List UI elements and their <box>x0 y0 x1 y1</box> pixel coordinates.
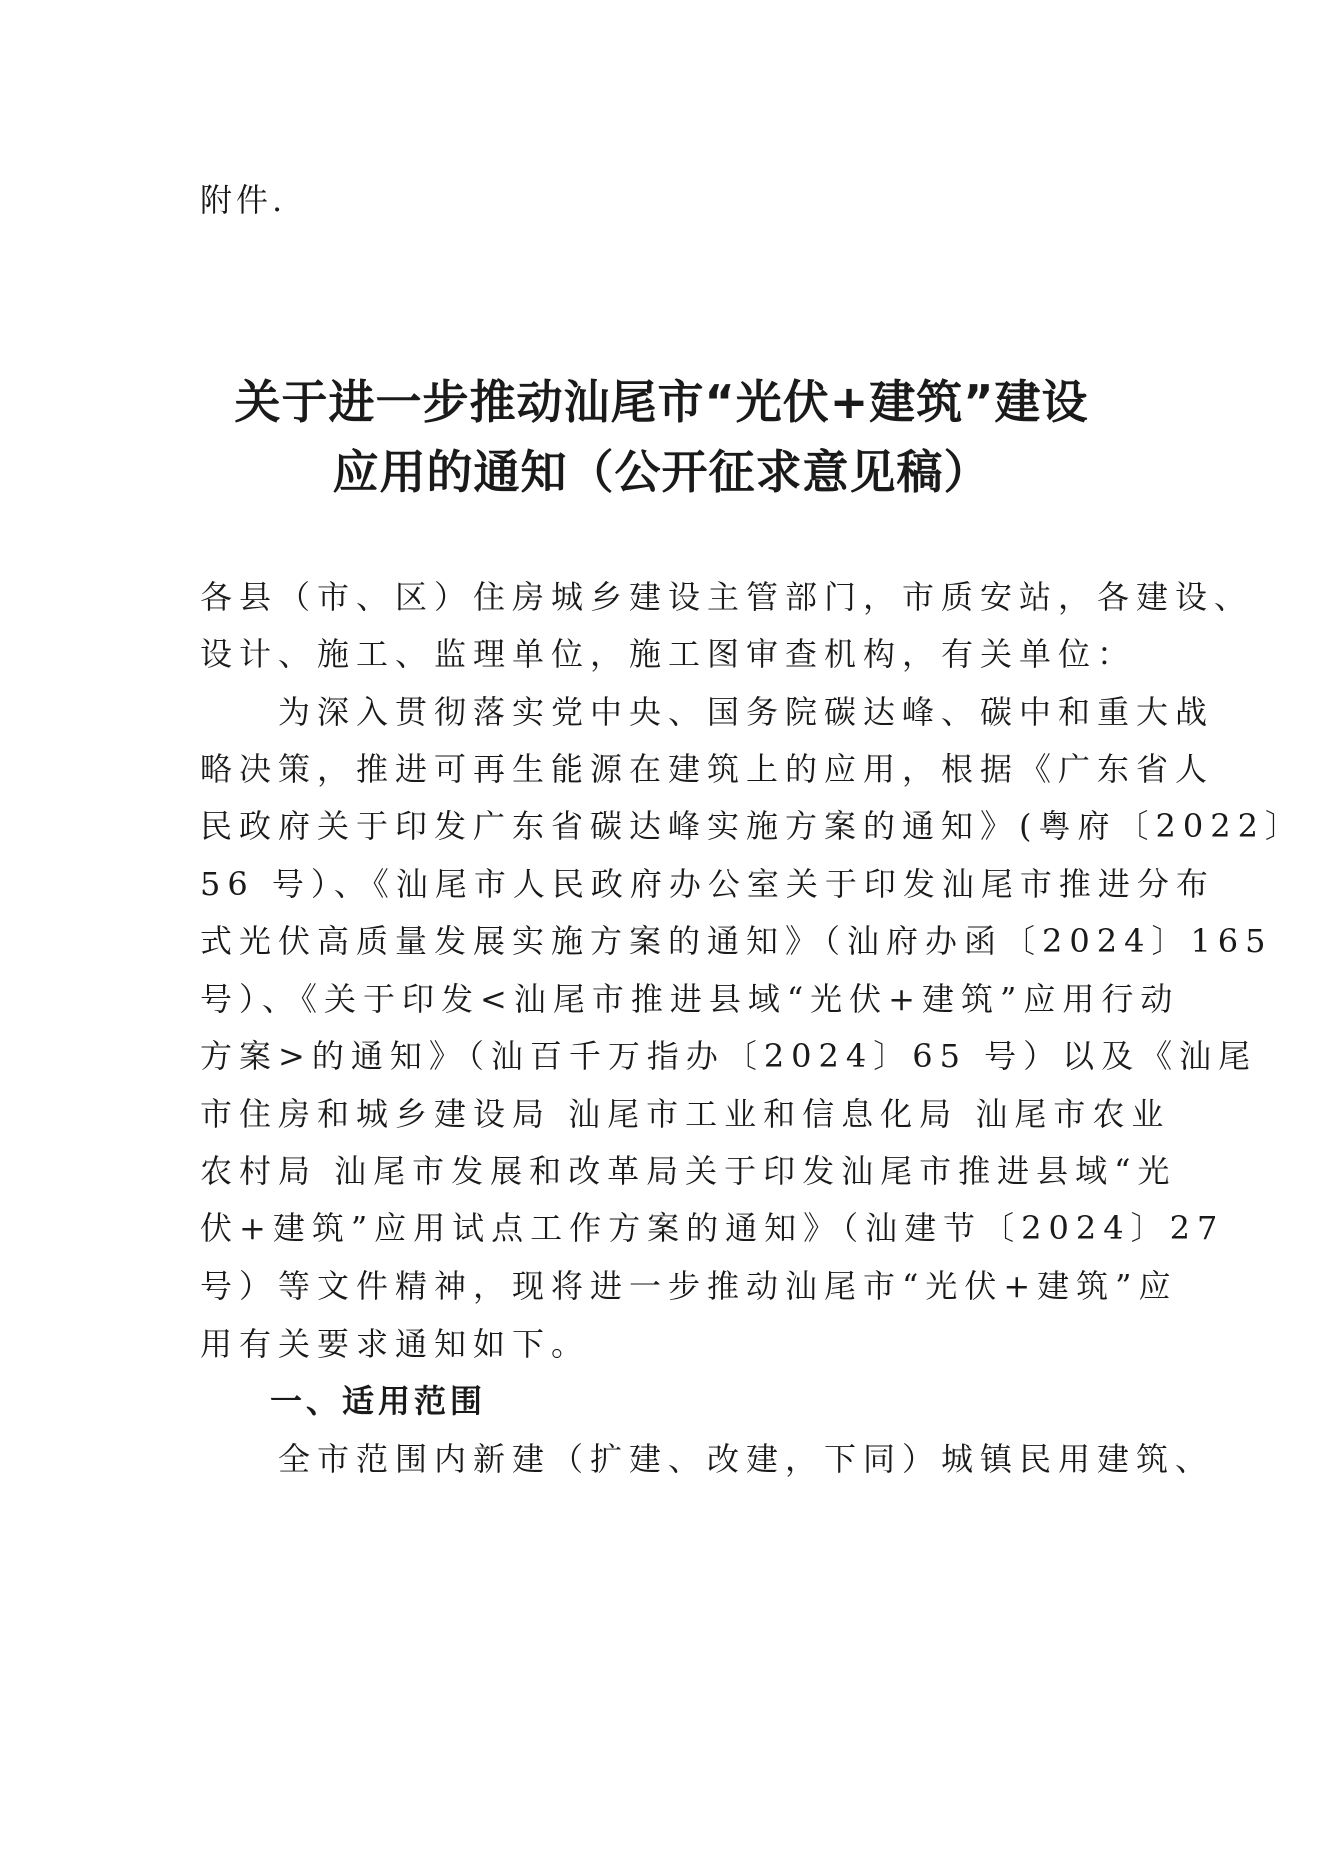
paragraph-line: 号）等文件精神，现将进一步推动汕尾市“光伏+建筑”应 <box>200 1267 1178 1305</box>
paragraph-line: 民政府关于印发广东省碳达峰实施方案的通知》(粤府〔2022〕 <box>200 807 1304 845</box>
paragraph-line: 伏+建筑”应用试点工作方案的通知》（汕建节〔2024〕27 <box>200 1209 1225 1247</box>
paragraph-line: 方案>的通知》（汕百千万指办〔2024〕65 号）以及《汕尾 <box>200 1037 1258 1075</box>
paragraph-line: 56 号）、《汕尾市人民政府办公室关于印发汕尾市推进分布 <box>200 865 1215 903</box>
addressee-line: 设计、施工、监理单位，施工图审查机构，有关单位： <box>200 635 1137 673</box>
paragraph-line: 号）、《关于印发<汕尾市推进县域“光伏+建筑”应用行动 <box>200 980 1180 1018</box>
paragraph-line: 市住房和城乡建设局 汕尾市工业和信息化局 汕尾市农业 <box>200 1095 1171 1133</box>
addressee-line: 各县（市、区）住房城乡建设主管部门，市质安站，各建设、 <box>200 578 1254 616</box>
paragraph-line: 农村局 汕尾市发展和改革局关于印发汕尾市推进县域“光 <box>200 1152 1177 1190</box>
paragraph-line: 全市范围内新建（扩建、改建，下同）城镇民用建筑、 <box>200 1440 1215 1478</box>
paragraph-line: 用有关要求通知如下。 <box>200 1325 591 1363</box>
paragraph-line: 为深入贯彻落实党中央、国务院碳达峰、碳中和重大战 <box>200 693 1215 731</box>
attachment-label: 附件. <box>200 181 287 219</box>
document-title-line-1: 关于进一步推动汕尾市“光伏+建筑”建设 <box>234 375 1089 429</box>
paragraph-line: 略决策，推进可再生能源在建筑上的应用，根据《广东省人 <box>200 750 1215 788</box>
document-title-line-2: 应用的通知（公开征求意见稿） <box>332 445 991 499</box>
section-heading: 一、适用范围 <box>270 1382 487 1420</box>
paragraph-line: 式光伏高质量发展实施方案的通知》（汕府办函〔2024〕165 <box>200 922 1273 960</box>
